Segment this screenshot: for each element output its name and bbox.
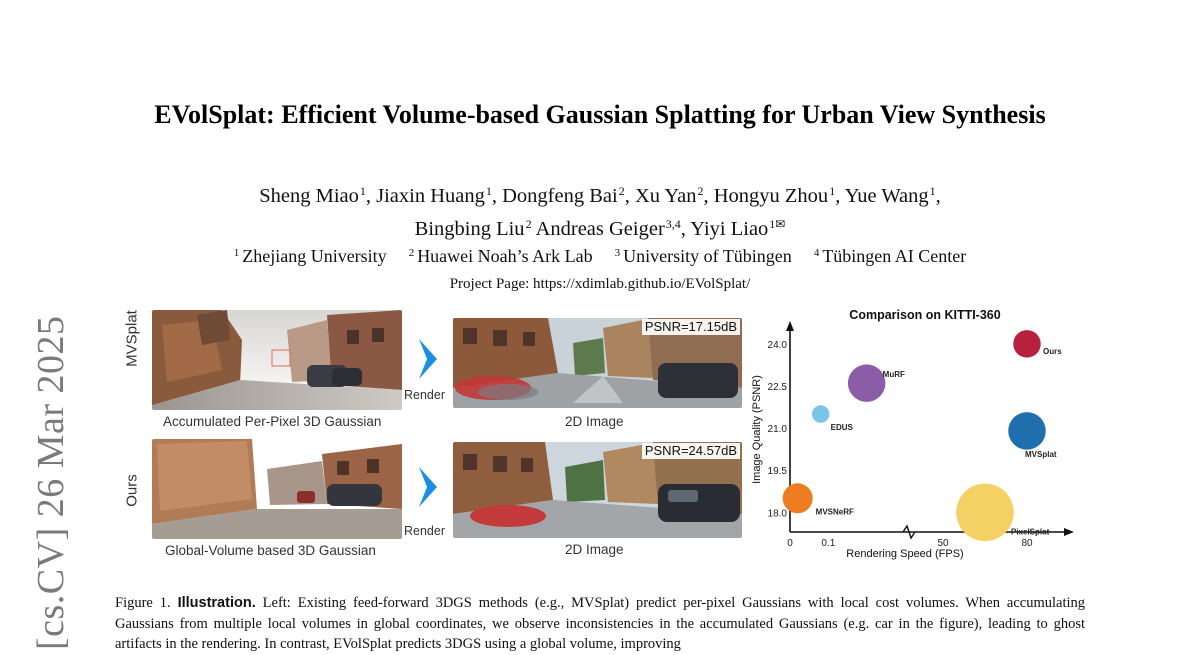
author-affiliation-mark: 1 (829, 184, 836, 198)
author-affiliation-mark: 1 (485, 184, 492, 198)
author-list (0, 177, 1200, 243)
author-name: Xu Yan (634, 185, 697, 207)
author-affiliation-mark: 1✉ (769, 217, 786, 231)
ours-render-caption: 2D Image (565, 542, 624, 557)
psnr-badge-ours: PSNR=24.57dB (642, 443, 740, 459)
figure-caption-bold: Illustration. (177, 595, 256, 611)
y-tick-label: 24.0 (767, 339, 787, 351)
author-name: Andreas Geiger (535, 218, 665, 240)
x-axis-arrow-icon (1064, 528, 1074, 536)
author-affiliation-mark: 1 (359, 184, 366, 198)
author-affiliation-mark: 1 (929, 184, 936, 198)
kitti360-comparison-chart (745, 302, 1085, 562)
data-point-murf (848, 364, 885, 402)
affiliation-item: $^4$ Tübingen AI Center (813, 246, 967, 266)
author-line-1: Sheng Miao$^1$, Jiaxin Huang$^1$, Dongfeng Bai$^2$, Xu Yan$^2$, Hongyu Zhou$^1$, Yue Wang$^1$, (259, 184, 941, 207)
y-tick-label: 18.0 (767, 508, 787, 520)
author-affiliation-mark: 3,4 (665, 217, 681, 231)
figure-caption-text: Left: Existing feed-forward 3DGS methods (e.g., MVSplat) predict per-pixel Gaussians with local cost volumes. When accumulating Gaussians from multiple local volumes in global coordinates, we observe inconsistencies in the accumulated Gaussians (e.g. car in the figure), leading to ghost artifacts in the rendering. In contrast, EVolSplat predicts 3DGS using a global volume, improving (115, 595, 1086, 652)
author-name: Hongyu Zhou (713, 185, 829, 207)
row-label-mvsplat: MVSplat (123, 310, 141, 367)
author-name: Dongfeng Bai (502, 185, 618, 207)
data-point-pixelsplat (956, 484, 1014, 542)
render-label: Render (404, 388, 445, 402)
ours-gaussian-caption: Global-Volume based 3D Gaussian (165, 543, 376, 558)
affiliation-item: $^2$ Huawei Noah’s Ark Lab (408, 246, 593, 266)
teaser-figure (115, 302, 1085, 562)
author-affiliation-mark: 2 (697, 184, 704, 198)
data-label-ours: Ours (1043, 346, 1062, 356)
author-line-2: Bingbing Liu$^2$ Andreas Geiger$^{3,4}$, Yiyi Liao$^{1✉}$ (414, 217, 786, 240)
data-label-pixelsplat: PixelSplat (1011, 527, 1050, 537)
ours-gaussian-image (152, 439, 402, 539)
affiliation-list (0, 246, 1200, 267)
x-tick-label: 0.1 (821, 538, 836, 549)
y-axis-arrow-icon (786, 321, 794, 331)
paper-title: EVolSplat: Efficient Volume-based Gaussian Splatting for Urban View Synthesis (154, 100, 1046, 129)
mvsplat-gaussian-caption: Accumulated Per-Pixel 3D Gaussian (163, 414, 382, 429)
author-name: Yue Wang (844, 185, 929, 207)
render-label: Render (404, 524, 445, 538)
x-tick-label: 80 (1021, 538, 1033, 549)
x-tick-label: 0 (787, 538, 793, 549)
author-affiliation-mark: 2 (618, 184, 625, 198)
data-label-murf: MuRF (882, 370, 905, 380)
author-name: Yiyi Liao (690, 218, 769, 240)
affiliation-item: $^1$ Zhejiang University (233, 246, 387, 266)
author-name: Jiaxin Huang (376, 185, 485, 207)
author-affiliation-mark: 2 (525, 217, 532, 231)
y-tick-label: 19.5 (767, 466, 787, 478)
y-tick-label: 22.5 (767, 381, 787, 393)
author-name: Sheng Miao (259, 185, 359, 207)
chart-title: Comparison on KITTI-360 (849, 308, 1001, 322)
data-label-mvsplat: MVSplat (1025, 449, 1057, 459)
x-tick-label: 50 (937, 538, 949, 549)
mvsplat-render-image (453, 318, 742, 408)
data-label-mvsnerf: MVSNeRF (815, 507, 854, 517)
affiliation-item: $^3$ University of Tübingen (614, 246, 792, 266)
author-name: Bingbing Liu (414, 218, 525, 240)
data-point-mvsplat (1008, 412, 1046, 450)
project-page-link[interactable]: Project Page: https://xdimlab.github.io/EVolSplat/ (449, 276, 751, 292)
ours-render-image (453, 442, 742, 538)
psnr-badge-mvsplat: PSNR=17.15dB (642, 319, 740, 335)
mvsplat-render-caption: 2D Image (565, 414, 624, 429)
arxiv-stamp: [cs.CV] 26 Mar 2025 (30, 315, 72, 650)
render-arrow-icon (417, 337, 439, 381)
render-arrow-icon (417, 465, 439, 509)
data-point-ours (1013, 330, 1041, 358)
figure-number: Figure 1. (115, 595, 171, 611)
data-label-edus: EDUS (830, 423, 853, 433)
y-axis-label: Image Quality (PSNR) (751, 375, 763, 484)
row-label-ours: Ours (123, 474, 141, 507)
data-point-mvsnerf (783, 483, 813, 513)
figure-caption (115, 593, 1085, 655)
data-point-edus (812, 405, 830, 423)
x-axis-label: Rendering Speed (FPS) (846, 548, 964, 560)
y-tick-label: 21.0 (767, 424, 787, 436)
mvsplat-gaussian-image (152, 310, 402, 410)
